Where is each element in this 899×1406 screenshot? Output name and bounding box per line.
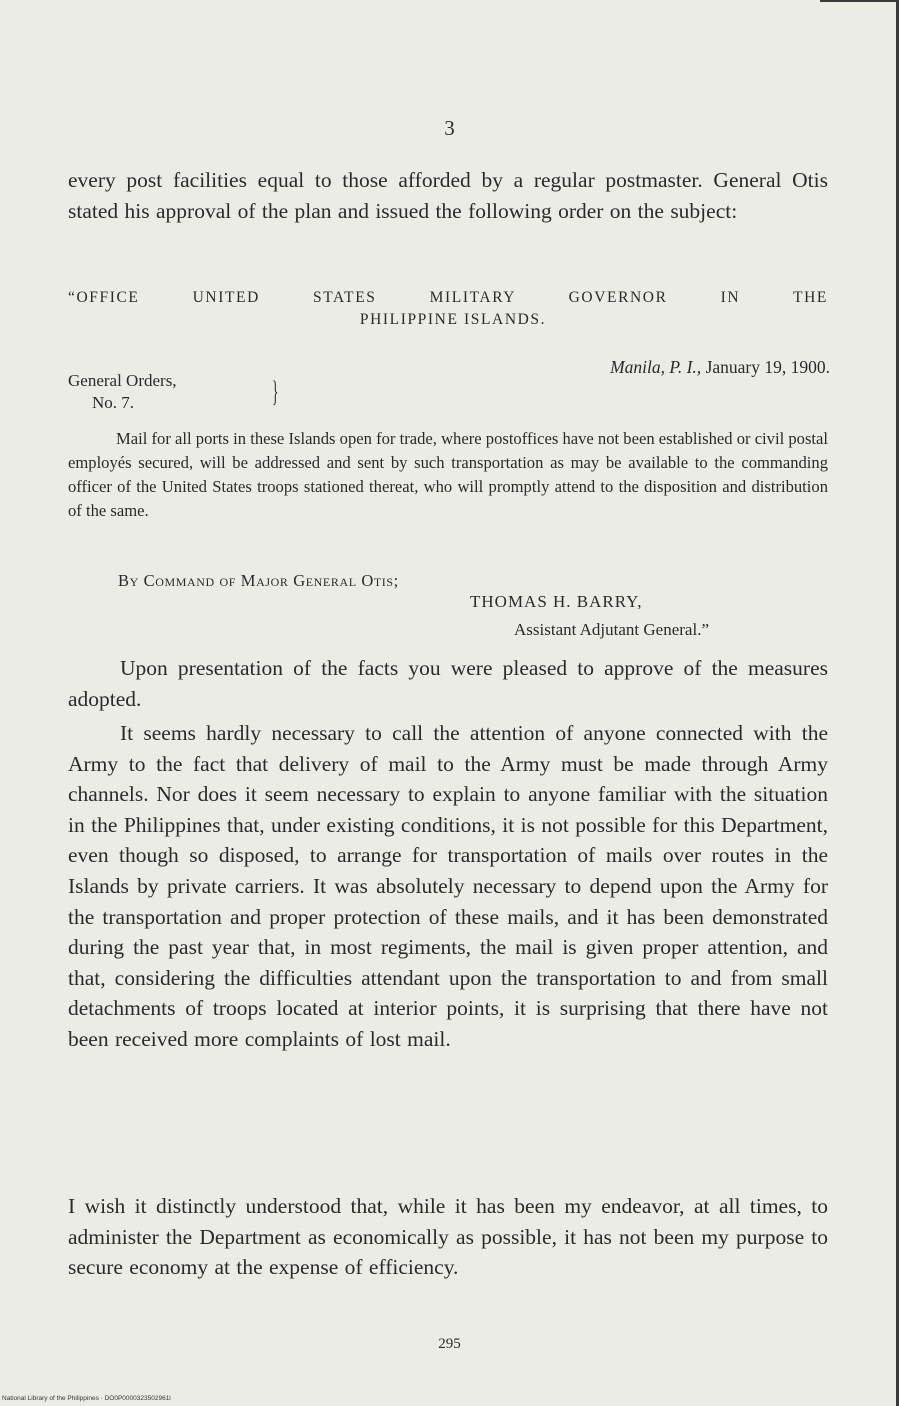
order-dateline xyxy=(460,357,830,378)
order-city: Manila, P. I., xyxy=(610,357,702,377)
by-command-line: By Command of Major General Otis; xyxy=(118,571,399,590)
paragraph-4: I wish it distinctly understood that, while it has been my endeavor, at all times, to administer the Department as economically as possible, it has not been my purpose to secure economy at the expense of efficiency. xyxy=(68,1194,828,1280)
signer-name: THOMAS H. BARRY, xyxy=(470,592,643,611)
general-orders-number: No. 7. xyxy=(92,393,135,412)
paragraph-1: every post facilities equal to those afforded by a regular postmaster. General Otis stated his approval of the plan and issued the following order on the subject: xyxy=(68,168,828,223)
order-text: Mail for all ports in these Islands open for trade, where postoffices have not been established or civil postal employés secured, will be addressed and sent by such transportation as may be available to the commanding officer of the United States troops stationed thereat, who will promptly attend to the disposition and distribution of the same. xyxy=(68,429,828,520)
page-number-top: 3 xyxy=(444,116,455,140)
paragraph-2: Upon presentation of the facts you were pleased to approve of the measures adopted. xyxy=(68,656,828,711)
order-header-line-2: PHILIPPINE ISLANDS. xyxy=(359,311,547,328)
scan-edge-top xyxy=(820,0,896,2)
general-orders-label: General Orders, xyxy=(68,371,177,390)
brace-icon: } xyxy=(271,375,279,408)
order-header-line-1: “OFFICE UNITED STATES MILITARY GOVERNOR IN THE xyxy=(68,289,828,306)
general-orders-block xyxy=(68,370,279,414)
order-header xyxy=(68,287,828,331)
page-number-bottom: 295 xyxy=(438,1336,461,1352)
order-date: January 19, 1900. xyxy=(705,357,830,377)
library-credit: National Library of the Philippines · DO0P0000323502961l xyxy=(2,1395,171,1402)
signer-title: Assistant Adjutant General.” xyxy=(514,620,709,639)
paragraph-3: It seems hardly necessary to call the attention of anyone connected with the Army to the fact that delivery of mail to the Army must be made through Army channels. Nor does it seem necessary to explain to anyone familiar with the situation in the Philippines that, under existing conditions, it is not possible for this Department, even though so disposed, to arrange for transportation of mails over routes in the Islands by private carriers. It was absolutely necessary to depend upon the Army for the transportation and proper protection of these mails, and it has been demonstrated during the past year that, in most regiments, the mail is given proper attention, and that, considering the difficulties attendant upon the transportation to and from small detachments of troops located at interior points, it is surprising that there have not been received more complaints of lost mail. xyxy=(68,721,828,1051)
